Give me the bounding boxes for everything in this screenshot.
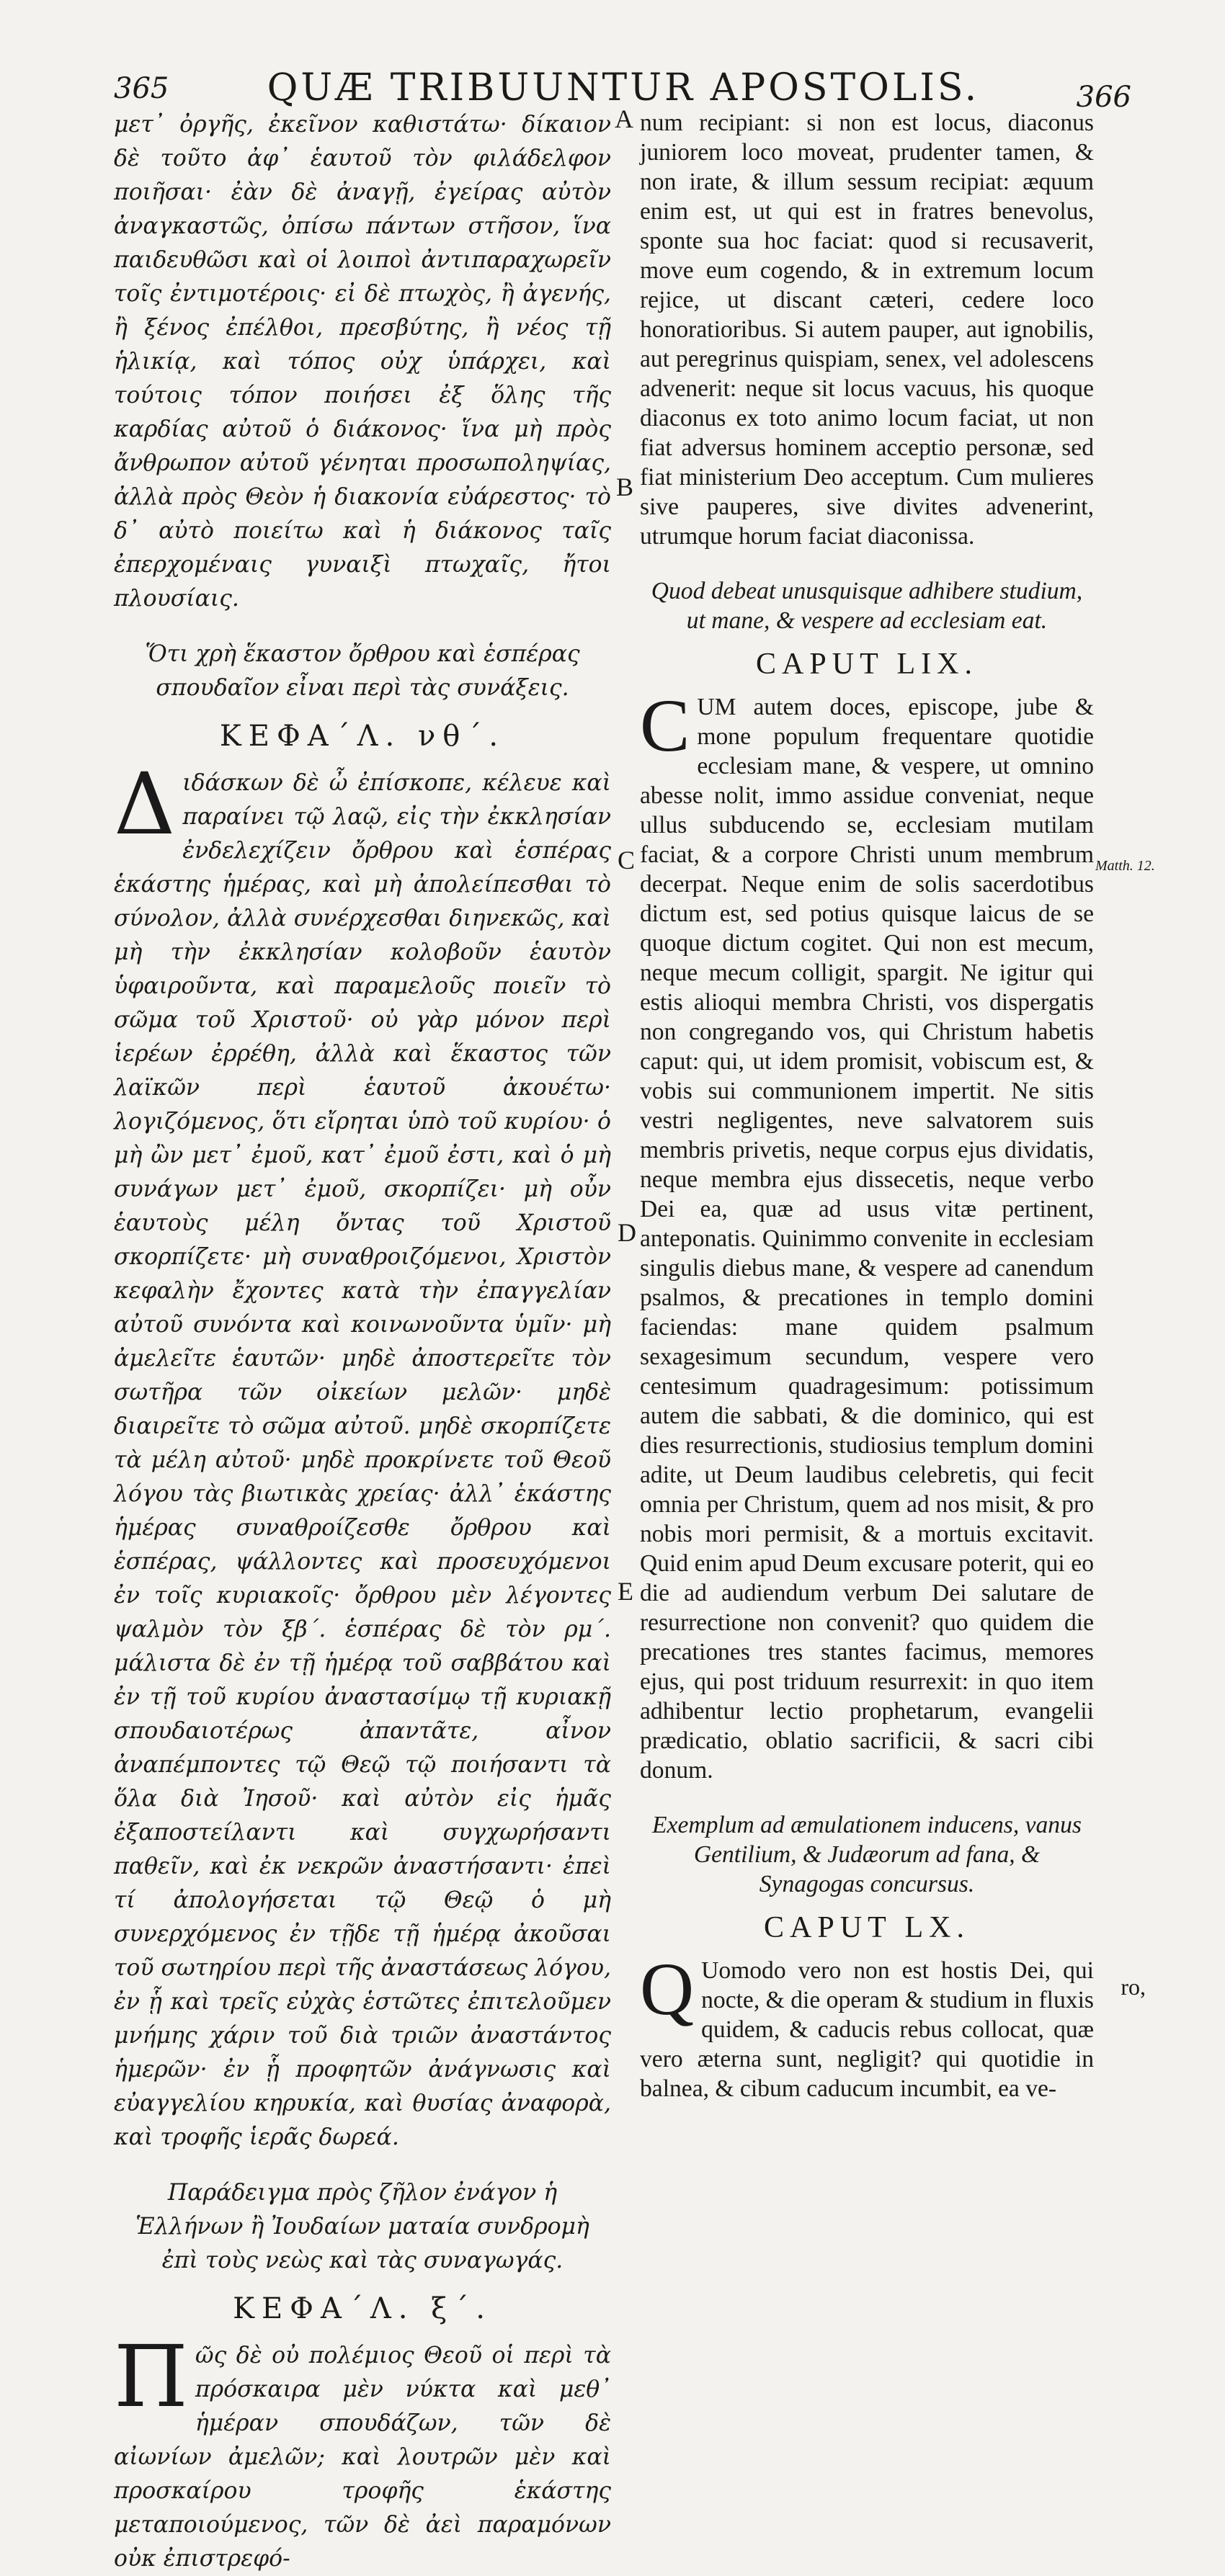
greek-chapter-heading-59: ΚΕΦΑ´Λ. νθ´. xyxy=(219,720,506,753)
latin-paragraph-1: num recipiant: si non est locus, diaconus juniorem loco moveat, prudenter tamen, & non irate, & illum sessum recipiat: æquum enim est, ut qui est in fratres benevolus, sponte sua hoc faciat: quod si recusaverit, move eum cogendo, & in extremum locum rejice, ut discant cæteri, cedere loco honoratioribus. Si autem pauper, aut ignobilis, aut peregrinus quispiam, senex, vel adolescens advenerit: neque sit locus vacuus, his quoque diaconus ex toto animo locum faciat, ut non fiat adversus hominem acceptio personæ, sed fiat ministerium Deo acceptum. Cum mulieres sive pauperes, sive divites advenerint, utrumque horum faciat diaconissa. xyxy=(640,109,1094,550)
greek-paragraph-1: μετ᾽ ὀργῆς, ἐκεῖνον καθιστάτω· δίκαιον δὲ τοῦτο ἀφ᾽ ἑαυτοῦ τὸν φιλάδελφον ποιῆσαι· ἐὰν δὲ ἀναγῇ, ἐγείρας αὐτὸν ἀναγκαστῶς, ὀπίσω πάντων στῆσον, ἵνα παιδευθῶσι καὶ οἱ λοιποὶ ἀντιπαραχωρεῖν τοῖς ἐντιμοτέροις· εἰ δὲ πτωχὸς, ἢ ἀγενής, ἢ ξένος ἐπέλθοι, πρεσβύτης, ἢ νέος τῇ ἡλικίᾳ, καὶ τόπος οὐχ ὑπάρχει, καὶ τούτοις τόπον ποιήσει ἐξ ὅλης τῆς καρδίας αὐτοῦ ὁ διάκονος· ἵνα μὴ πρὸς ἄνθρωπον αὐτοῦ γένηται προσωποληψίας, ἀλλὰ πρὸς Θεὸν ἡ διακονία εὐάρεστος· τὸ δ᾽ αὐτὸ ποιείτω καὶ ἡ διάκονος ταῖς ἐπερχομέναις γυναιξὶ πτωχαῖς, ἤτοι πλουσίαις. xyxy=(114,112,611,612)
latin-drop-cap-q: Q xyxy=(640,1948,695,2031)
latin-paragraph-3 xyxy=(640,1948,1094,2103)
latin-chapter-heading-60: CAPUT LX. xyxy=(764,1911,970,1944)
section-marker-e: E xyxy=(618,1577,633,1606)
latin-chapter-heading-59: CAPUT LIX. xyxy=(756,648,978,681)
latin-paragraph-2 xyxy=(640,684,1094,1785)
section-marker-c: C xyxy=(618,846,636,875)
latin-paragraph-3-text: Uomodo vero non est hostis Dei, qui nocte, & die operam & studium in fluxis quidem, & caducis rebus collocat, quæ vero æterna sunt, negligit? qui quotidie in balnea, & cibum caducum incumbit, ea ve- xyxy=(640,1957,1094,2102)
section-marker-a: A xyxy=(615,104,633,133)
greek-chapter-heading-60: ΚΕΦΑ´Λ. ξ´. xyxy=(233,2292,492,2325)
greek-chapter-summary-60: Παράδειγμα πρὸς ζῆλον ἐνάγον ἡ Ἑλλήνων ἢ Ἰουδαίων ματαία συνδρομὴ ἐπὶ τοὺς νεὼς καὶ τὰς συναγωγάς. xyxy=(135,2180,589,2273)
section-marker-b: B xyxy=(616,473,634,501)
section-marker-d: D xyxy=(618,1218,636,1247)
margin-reference: Matth. 12. xyxy=(1095,858,1155,874)
greek-drop-cap-pi: Π xyxy=(114,2327,188,2426)
latin-chapter-summary-60: Exemplum ad æmulationem inducens, vanus Gentilium, & Judæorum ad fana, & Synagogas concursus. xyxy=(652,1812,1082,1897)
latin-paragraph-2-text: UM autem doces, episcope, jube & mone populum frequentare quotidie ecclesiam mane, & vespere, ut omnino abesse nolit, immo assidue conveniat, neque ullus subducendo se, ecclesiam mutilam faciat, & a corpore Christi unum membrum decerpat. Neque enim de solis sacerdotibus dictum est, sed potius quisque laicus de se quoque dictum cogitet. Qui non est mecum, neque mecum colligit, spargit. Ne igitur qui estis alioqui membra Christi, vos dispergatis non congregando vos, qui Christum habetis caput: qui, ut idem promisit, vobiscum est, & vobis sui communionem impertit. Ne sitis vestri negligentes, neve salvatorem suis membris privetis, neque corpus ejus dividatis, neque membra ejus dissecetis, neque verbo Dei ea, quæ ad usus vitæ pertinent, anteponatis. Quinimmo convenite in ecclesiam singulis diebus mane, & vespere ad canendum psalmos, & precationes in templo domini faciendas: mane quidem psalmum sexagesimum secundum, vespere vero centesimum quadragesimum: potissimum autem die sabbati, & die dominico, qui est dies resurrectionis, studiosius templum domini adite, ut Deum laudibus celebretis, qui fecit omnia per Christum, quem ad nos misit, & pro nobis mori permisit, & a mortuis excitavit. Quid enim apud Deum excusare poterit, qui eo die ad audiendum verbum Dei salutare de resurrectione non convenit? quo quidem die precationes tres stantes facimus, memores ejus, qui post triduum resurrexit: in quo item adhibentur lectio prophetarum, evangelii prædicatio, oblatio sacrificii, & sacri cibi donum. xyxy=(640,694,1094,1784)
catchword: ro, xyxy=(1121,1974,1146,2000)
right-page-number: 366 xyxy=(1076,81,1131,114)
running-title: QUÆ TRIBUUNTUR APOSTOLIS. xyxy=(267,66,980,109)
latin-column xyxy=(640,108,1094,2103)
left-page-number: 365 xyxy=(114,72,169,105)
greek-column xyxy=(114,108,611,2576)
greek-paragraph-2 xyxy=(114,754,612,2155)
greek-chapter-summary-59: Ὅτι χρὴ ἕκαστον ὄρθρου καὶ ἑσπέρας σπουδαῖον εἶναι περὶ τὰς συνάξεις. xyxy=(145,641,580,701)
greek-paragraph-3 xyxy=(114,2327,611,2576)
greek-paragraph-2-text: ιδάσκων δὲ ὦ ἐπίσκοπε, κέλευε καὶ παραίνει τῷ λαῷ, εἰς τὴν ἐκκλησίαν ἐνδελεχίζειν ὄρθρου καὶ ἑσπέρας ἑκάστης ἡμέρας, καὶ μὴ ἀπολείπεσθαι τὸ σύνολον, ἀλλὰ συνέρχεσθαι διηνεκῶς, καὶ μὴ τὴν ἐκκλησίαν κολοβοῦν ἑαυτὸν ὑφαιροῦντα, καὶ παραμελοῦς ποιεῖν τὸ σῶμα τοῦ Χριστοῦ· οὐ γὰρ μόνον περὶ ἱερέων ἐρρέθη, ἀλλὰ καὶ ἕκαστος τῶν λαϊκῶν περὶ ἑαυτοῦ ἀκουέτω· λογιζόμενος, ὅτι εἴρηται ὑπὸ τοῦ κυρίου· ὁ μὴ ὢν μετ᾽ ἐμοῦ, κατ᾽ ἐμοῦ ἐστι, καὶ ὁ μὴ συνάγων μετ᾽ ἐμοῦ, σκορπίζει· μὴ οὖν ἑαυτοὺς μέλη ὄντας τοῦ Χριστοῦ σκορπίζετε· μὴ συναθροιζόμενοι, Χριστὸν κεφαλὴν ἔχοντες κατὰ τὴν ἐπαγγελίαν αὐτοῦ συνόντα καὶ κοινωνοῦντα ὑμῖν· μὴ ἀμελεῖτε ἑαυτῶν· μηδὲ ἀποστερεῖτε τὸν σωτῆρα τῶν οἰκείων μελῶν· μηδὲ διαιρεῖτε τὸ σῶμα αὐτοῦ. μηδὲ σκορπίζετε τὰ μέλη αὐτοῦ· μηδὲ προκρίνετε τοῦ Θεοῦ λόγου τὰς βιωτικὰς χρείας· ἀλλ᾽ ἑκάστης ἡμέρας συναθροίζεσθε ὄρθρου καὶ ἑσπέρας, ψάλλοντες καὶ προσευχόμενοι ἐν τοῖς κυριακοῖς· ὄρθρου μὲν λέγοντες ψαλμὸν τὸν ξβ´. ἑσπέρας δὲ τὸν ρμ´. μάλιστα δὲ ἐν τῇ ἡμέρᾳ τοῦ σαββάτου καὶ ἐν τῇ τοῦ κυρίου ἀναστασίμῳ τῇ κυριακῇ σπουδαιοτέρως ἀπαντᾶτε, αἶνον ἀναπέμποντες τῷ Θεῷ τῷ ποιήσαντι τὰ ὅλα διὰ Ἰησοῦ· καὶ αὐτὸν εἰς ἡμᾶς ἐξαποστείλαντι καὶ συγχωρήσαντι παθεῖν, καὶ ἐκ νεκρῶν ἀναστήσαντι· ἐπεὶ τί ἀπολογήσεται τῷ Θεῷ ὁ μὴ συνερχόμενος ἐν τῇδε τῇ ἡμέρᾳ ἀκοῦσαι τοῦ σωτηρίου περὶ τῆς ἀναστάσεως λόγου, ἐν ᾗ καὶ τρεῖς εὐχὰς ἑστῶτες ἐπιτελοῦμεν μνήμης χάριν τοῦ διὰ τριῶν ἀναστάντος ἡμερῶν· ἐν ᾗ προφητῶν ἀνάγνωσις καὶ εὐαγγελίου κηρυκία, καὶ θυσίας ἀναφορὰ, καὶ τροφῆς ἱερᾶς δωρεά. xyxy=(114,770,612,2150)
latin-drop-cap-c: C xyxy=(640,684,690,767)
latin-chapter-summary-59: Quod debeat unusquisque adhibere studium, ut mane, & vespere ad ecclesiam eat. xyxy=(651,578,1083,634)
greek-paragraph-3-text: ῶς δὲ οὐ πολέμιος Θεοῦ οἱ περὶ τὰ πρόσκαιρα μὲν νύκτα καὶ μεθ᾽ ἡμέραν σπουδάζων, τῶν δὲ αἰωνίων ἀμελῶν; καὶ λουτρῶν μὲν καὶ προσκαίρου τροφῆς ἑκάστης μεταποιούμενος, τῶν δὲ ἀεὶ παραμόνων οὐκ ἐπιστρεφό- xyxy=(114,2343,611,2572)
greek-drop-cap-delta: Δ xyxy=(114,754,176,854)
